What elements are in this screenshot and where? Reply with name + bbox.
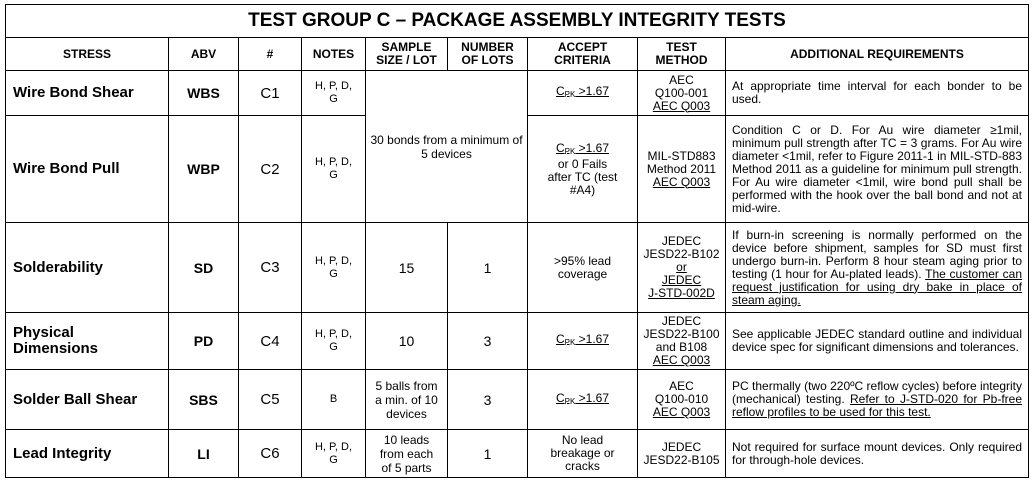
accept-criteria-cell: No lead breakage or cracks xyxy=(528,430,638,478)
stress-cell: Wire Bond Pull xyxy=(6,116,169,223)
sample-size-cell: 5 balls from a min. of 10 devices xyxy=(366,370,448,430)
accept-criteria-cell: >95% lead coverage xyxy=(528,223,638,313)
test-number-cell: C6 xyxy=(239,430,302,478)
stress-cell: Physical Dimensions xyxy=(6,313,169,370)
sample-size-cell: 10 leads from each of 5 parts xyxy=(366,430,448,478)
additional-requirements-cell: PC thermally (two 220ºC reflow cycles) before integrity (mechanical) testing. Refer to J-STD-020 for Pb-free reflow profiles to be used for this test. xyxy=(726,370,1029,430)
abv-cell: WBS xyxy=(169,71,239,116)
notes-cell: H, P, D, G xyxy=(302,223,366,313)
test-method-cell: MIL-STD883 Method 2011 AEC Q003 xyxy=(638,116,726,223)
stress-cell: Solder Ball Shear xyxy=(6,370,169,430)
header-method: TEST METHOD xyxy=(638,38,726,71)
test-number-cell: C1 xyxy=(239,71,302,116)
header-accept: ACCEPT CRITERIA xyxy=(528,38,638,71)
sample-size-cell: 10 xyxy=(366,313,448,370)
additional-requirements-cell: If burn-in screening is normally performed on the device before shipment, samples for SD must first undergo burn-in. Perform 8 hour steam aging prior to testing (1 hour for Au-plated leads). The customer can request justification for using dry bake in place of steam aging. xyxy=(726,223,1029,313)
table-row xyxy=(6,223,1029,313)
additional-requirements-cell: Condition C or D. For Au wire diameter ≥1mil, minimum pull strength after TC = 3 grams. For Au wire diameter <1mil, refer to Figure 2011-1 in MIL-STD-883 Method 2011 as a guideline for minimum pull strength. For Au wire diameter <1mil, wire bond pull shall be performed with the hook over the ball bond and not at mid-wire. xyxy=(726,116,1029,223)
number-of-lots-cell: 3 xyxy=(448,370,528,430)
additional-requirements-cell: Not required for surface mount devices. Only required for through-hole devices. xyxy=(726,430,1029,478)
number-of-lots-cell: 1 xyxy=(448,430,528,478)
test-method-cell: AEC Q100-010 AEC Q003 xyxy=(638,370,726,430)
stress-cell: Solderability xyxy=(6,223,169,313)
header-stress: STRESS xyxy=(6,38,169,71)
notes-cell: H, P, D, G xyxy=(302,430,366,478)
test-method-cell: JEDEC JESD22-B102 or JEDEC J-STD-002D xyxy=(638,223,726,313)
number-of-lots-cell: 3 xyxy=(448,313,528,370)
sample-size-cell: 15 xyxy=(366,223,448,313)
test-number-cell: C4 xyxy=(239,313,302,370)
table-row xyxy=(6,71,1029,116)
accept-criteria-cell: $C_{PK} >1.67$ or 0 Fails after TC (test #A4) xyxy=(528,116,638,223)
notes-cell: H, P, D, G xyxy=(302,313,366,370)
notes-cell: H, P, D, G xyxy=(302,71,366,116)
accept-criteria-cell: $C_{PK} >1.67$ xyxy=(528,71,638,116)
abv-cell: PD xyxy=(169,313,239,370)
header-abv: ABV xyxy=(169,38,239,71)
table-row xyxy=(6,313,1029,370)
test-method-cell: JEDEC JESD22-B105 xyxy=(638,430,726,478)
test-number-cell: C3 xyxy=(239,223,302,313)
table-row xyxy=(6,430,1029,478)
test-method-cell: AEC Q100-001 AEC Q003 xyxy=(638,71,726,116)
abv-cell: SBS xyxy=(169,370,239,430)
abv-cell: WBP xyxy=(169,116,239,223)
additional-requirements-cell: See applicable JEDEC standard outline and individual device spec for significant dimensions and tolerances. xyxy=(726,313,1029,370)
additional-requirements-cell: At appropriate time interval for each bonder to be used. xyxy=(726,71,1029,116)
header-sample: SAMPLE SIZE / LOT xyxy=(366,38,448,71)
test-group-table xyxy=(5,4,1029,478)
header-notes: NOTES xyxy=(302,38,366,71)
accept-criteria-cell: $C_{PK} >1.67$ xyxy=(528,370,638,430)
stress-cell: Wire Bond Shear xyxy=(6,71,169,116)
test-number-cell: C5 xyxy=(239,370,302,430)
test-number-cell: C2 xyxy=(239,116,302,223)
table-row xyxy=(6,370,1029,430)
header-additional: ADDITIONAL REQUIREMENTS xyxy=(726,38,1029,71)
sample-size-cell: 30 bonds from a minimum of 5 devices xyxy=(366,71,528,223)
stress-cell: Lead Integrity xyxy=(6,430,169,478)
header-lots: NUMBER OF LOTS xyxy=(448,38,528,71)
number-of-lots-cell: 1 xyxy=(448,223,528,313)
test-method-cell: JEDEC JESD22-B100 and B108 AEC Q003 xyxy=(638,313,726,370)
notes-cell: H, P, D, G xyxy=(302,116,366,223)
test-group-c-document xyxy=(5,4,1028,478)
header-row xyxy=(6,38,1029,71)
accept-criteria-cell: $C_{PK} >1.67$ xyxy=(528,313,638,370)
notes-cell: B xyxy=(302,370,366,430)
abv-cell: LI xyxy=(169,430,239,478)
abv-cell: SD xyxy=(169,223,239,313)
table-title: TEST GROUP C – PACKAGE ASSEMBLY INTEGRITY TESTS xyxy=(6,5,1029,38)
header-num: # xyxy=(239,38,302,71)
